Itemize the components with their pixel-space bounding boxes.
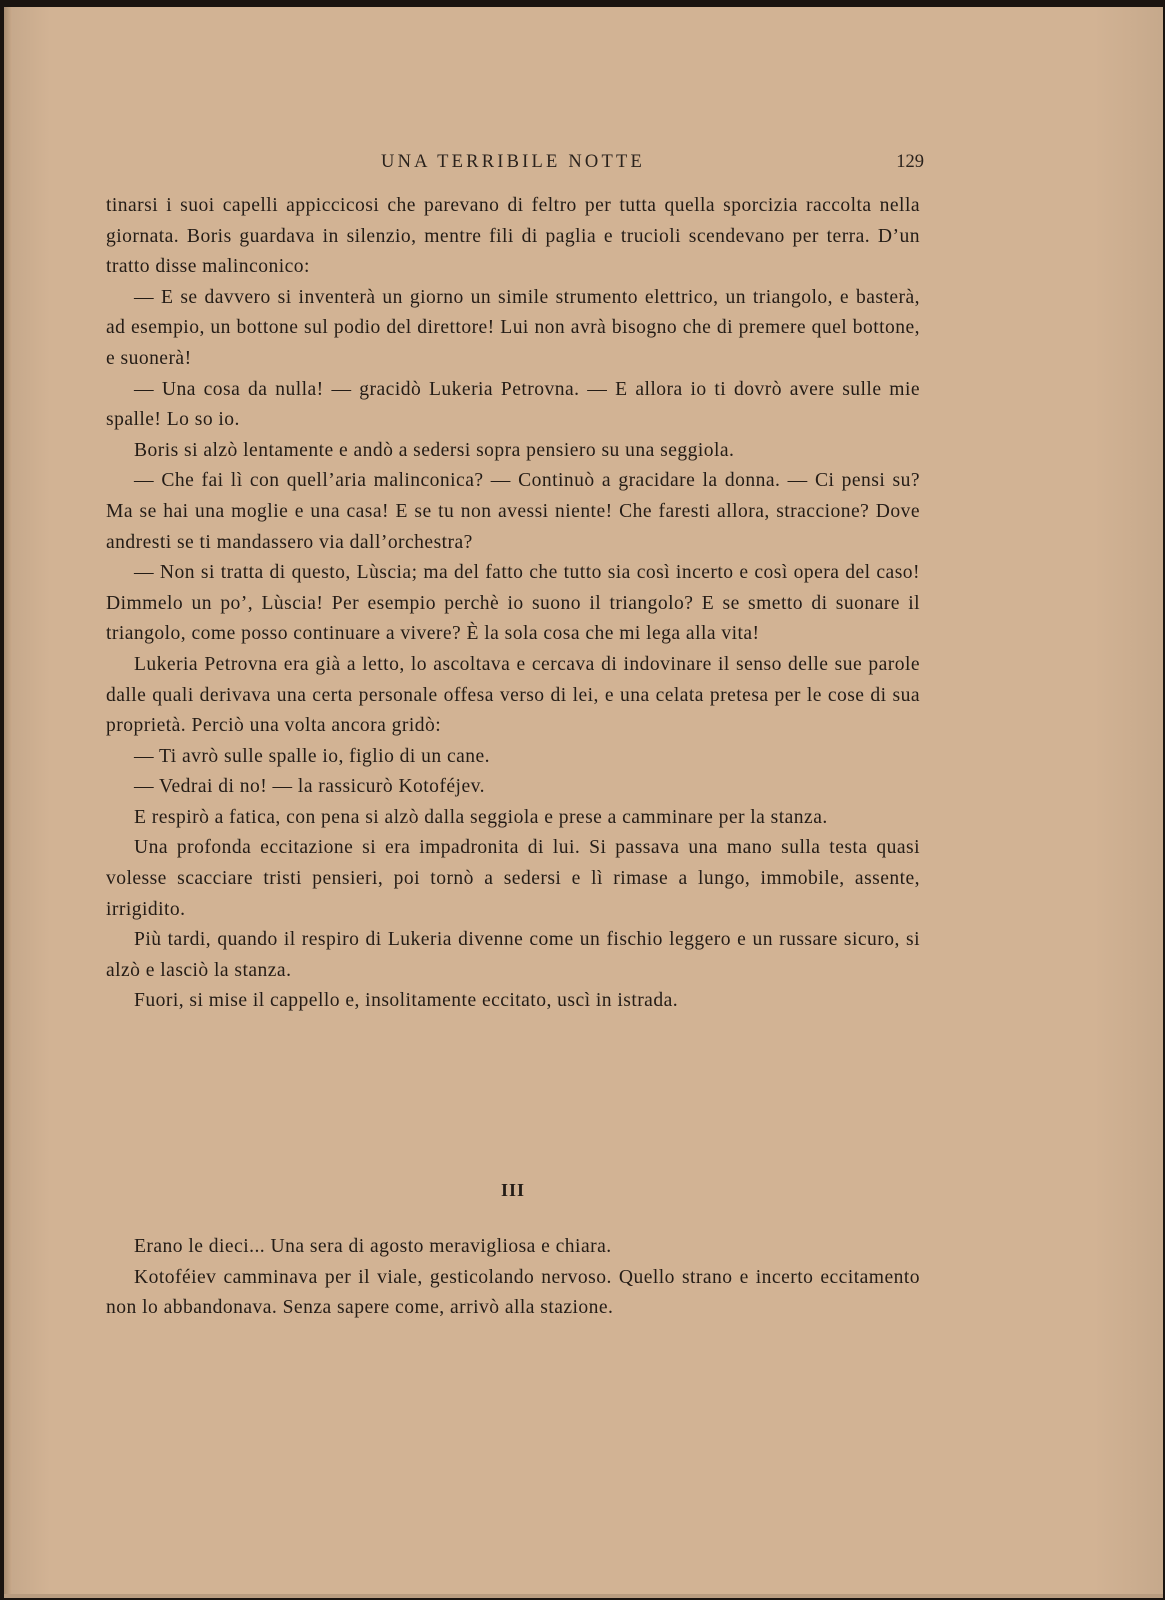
paragraph: tinarsi i suoi capelli appiccicosi che parevano di feltro per tutta quella sporcizia raccolta nella giornata. Boris guardava in silenzio, mentre fili di paglia e trucioli scendevano per terra. D’un tratto disse malinconico: [106,195,920,278]
paragraph: Fuori, si mise il cappello e, insolitamente eccitato, uscì in istrada. [134,990,679,1012]
paragraph: Boris si alzò lentamente e andò a sedersi sopra pensiero su una seggiola. [134,439,735,461]
paragraph: E respirò a fatica, con pena si alzò dalla seggiola e prese a camminare per la stanza. [134,806,828,828]
paragraph: — E se davvero si inventerà un giorno un simile strumento elettrico, un triangolo, e basterà, ad esempio, un bottone sul podio del direttore! Lui non avrà bisogno che di premere quel bottone, e suonerà! [106,286,920,369]
paragraph: — Una cosa da nulla! — gracidò Lukeria Petrovna. — E allora io ti dovrò avere sulle mie spalle! Lo so io. [106,378,920,431]
paragraph: Kotoféiev camminava per il viale, gesticolando nervoso. Quello strano e incerto eccitamento non lo abbandonava. Senza sapere come, arrivò alla stazione. [106,1266,920,1319]
paragraph: Più tardi, quando il respiro di Lukeria divenne come un fischio leggero e un russare sicuro, si alzò e lasciò la stanza. [106,929,920,981]
paragraph: — Ti avrò sulle spalle io, figlio di un cane. [134,745,491,767]
paragraph: — Che fai lì con quell’aria malinconica? — Continuò a gracidare la donna. — Ci pensi su? Ma se hai una moglie e una casa! E se tu non avessi niente! Che faresti allora, straccione? Dove andresti se ti mandassero via dall’orchestra? [106,470,920,553]
body-text-section-3 [106,1232,920,1324]
section-heading: III [500,1180,525,1200]
paragraph: Erano le dieci... Una sera di agosto meravigliosa e chiara. [134,1236,612,1257]
paragraph: Una profonda eccitazione si era impadronita di lui. Si passava una mano sulla testa quasi volesse scacciare tristi pensieri, poi tornò a sedersi e lì rimase a lungo, immobile, assente, irrigidito. [106,837,920,920]
page-left-edge [4,7,12,1598]
page-header [102,150,924,174]
paragraph: Lukeria Petrovna era già a letto, lo ascoltava e cercava di indovinare il senso delle sue parole dalle quali derivava una certa personale offesa verso di lei, e una celata pretesa per le cose di sua proprietà. Perciò una volta ancora gridò: [106,653,920,737]
page-bottom-edge [4,1594,1163,1598]
body-text [106,191,920,1017]
running-title: UNA TERRIBILE NOTTE [381,152,645,172]
paragraph: — Vedrai di no! — la rassicurò Kotoféjev. [134,776,485,798]
paragraph: — Non si tratta di questo, Lùscia; ma del fatto che tutto sia così incerto e così opera del caso! Dimmelo un po’, Lùscia! Per esempio perchè io suono il triangolo? E se smetto di suonare il triangolo, come posso continuare a vivere? È la sola cosa che mi lega alla vita! [106,562,920,645]
page-number: 129 [896,152,924,172]
